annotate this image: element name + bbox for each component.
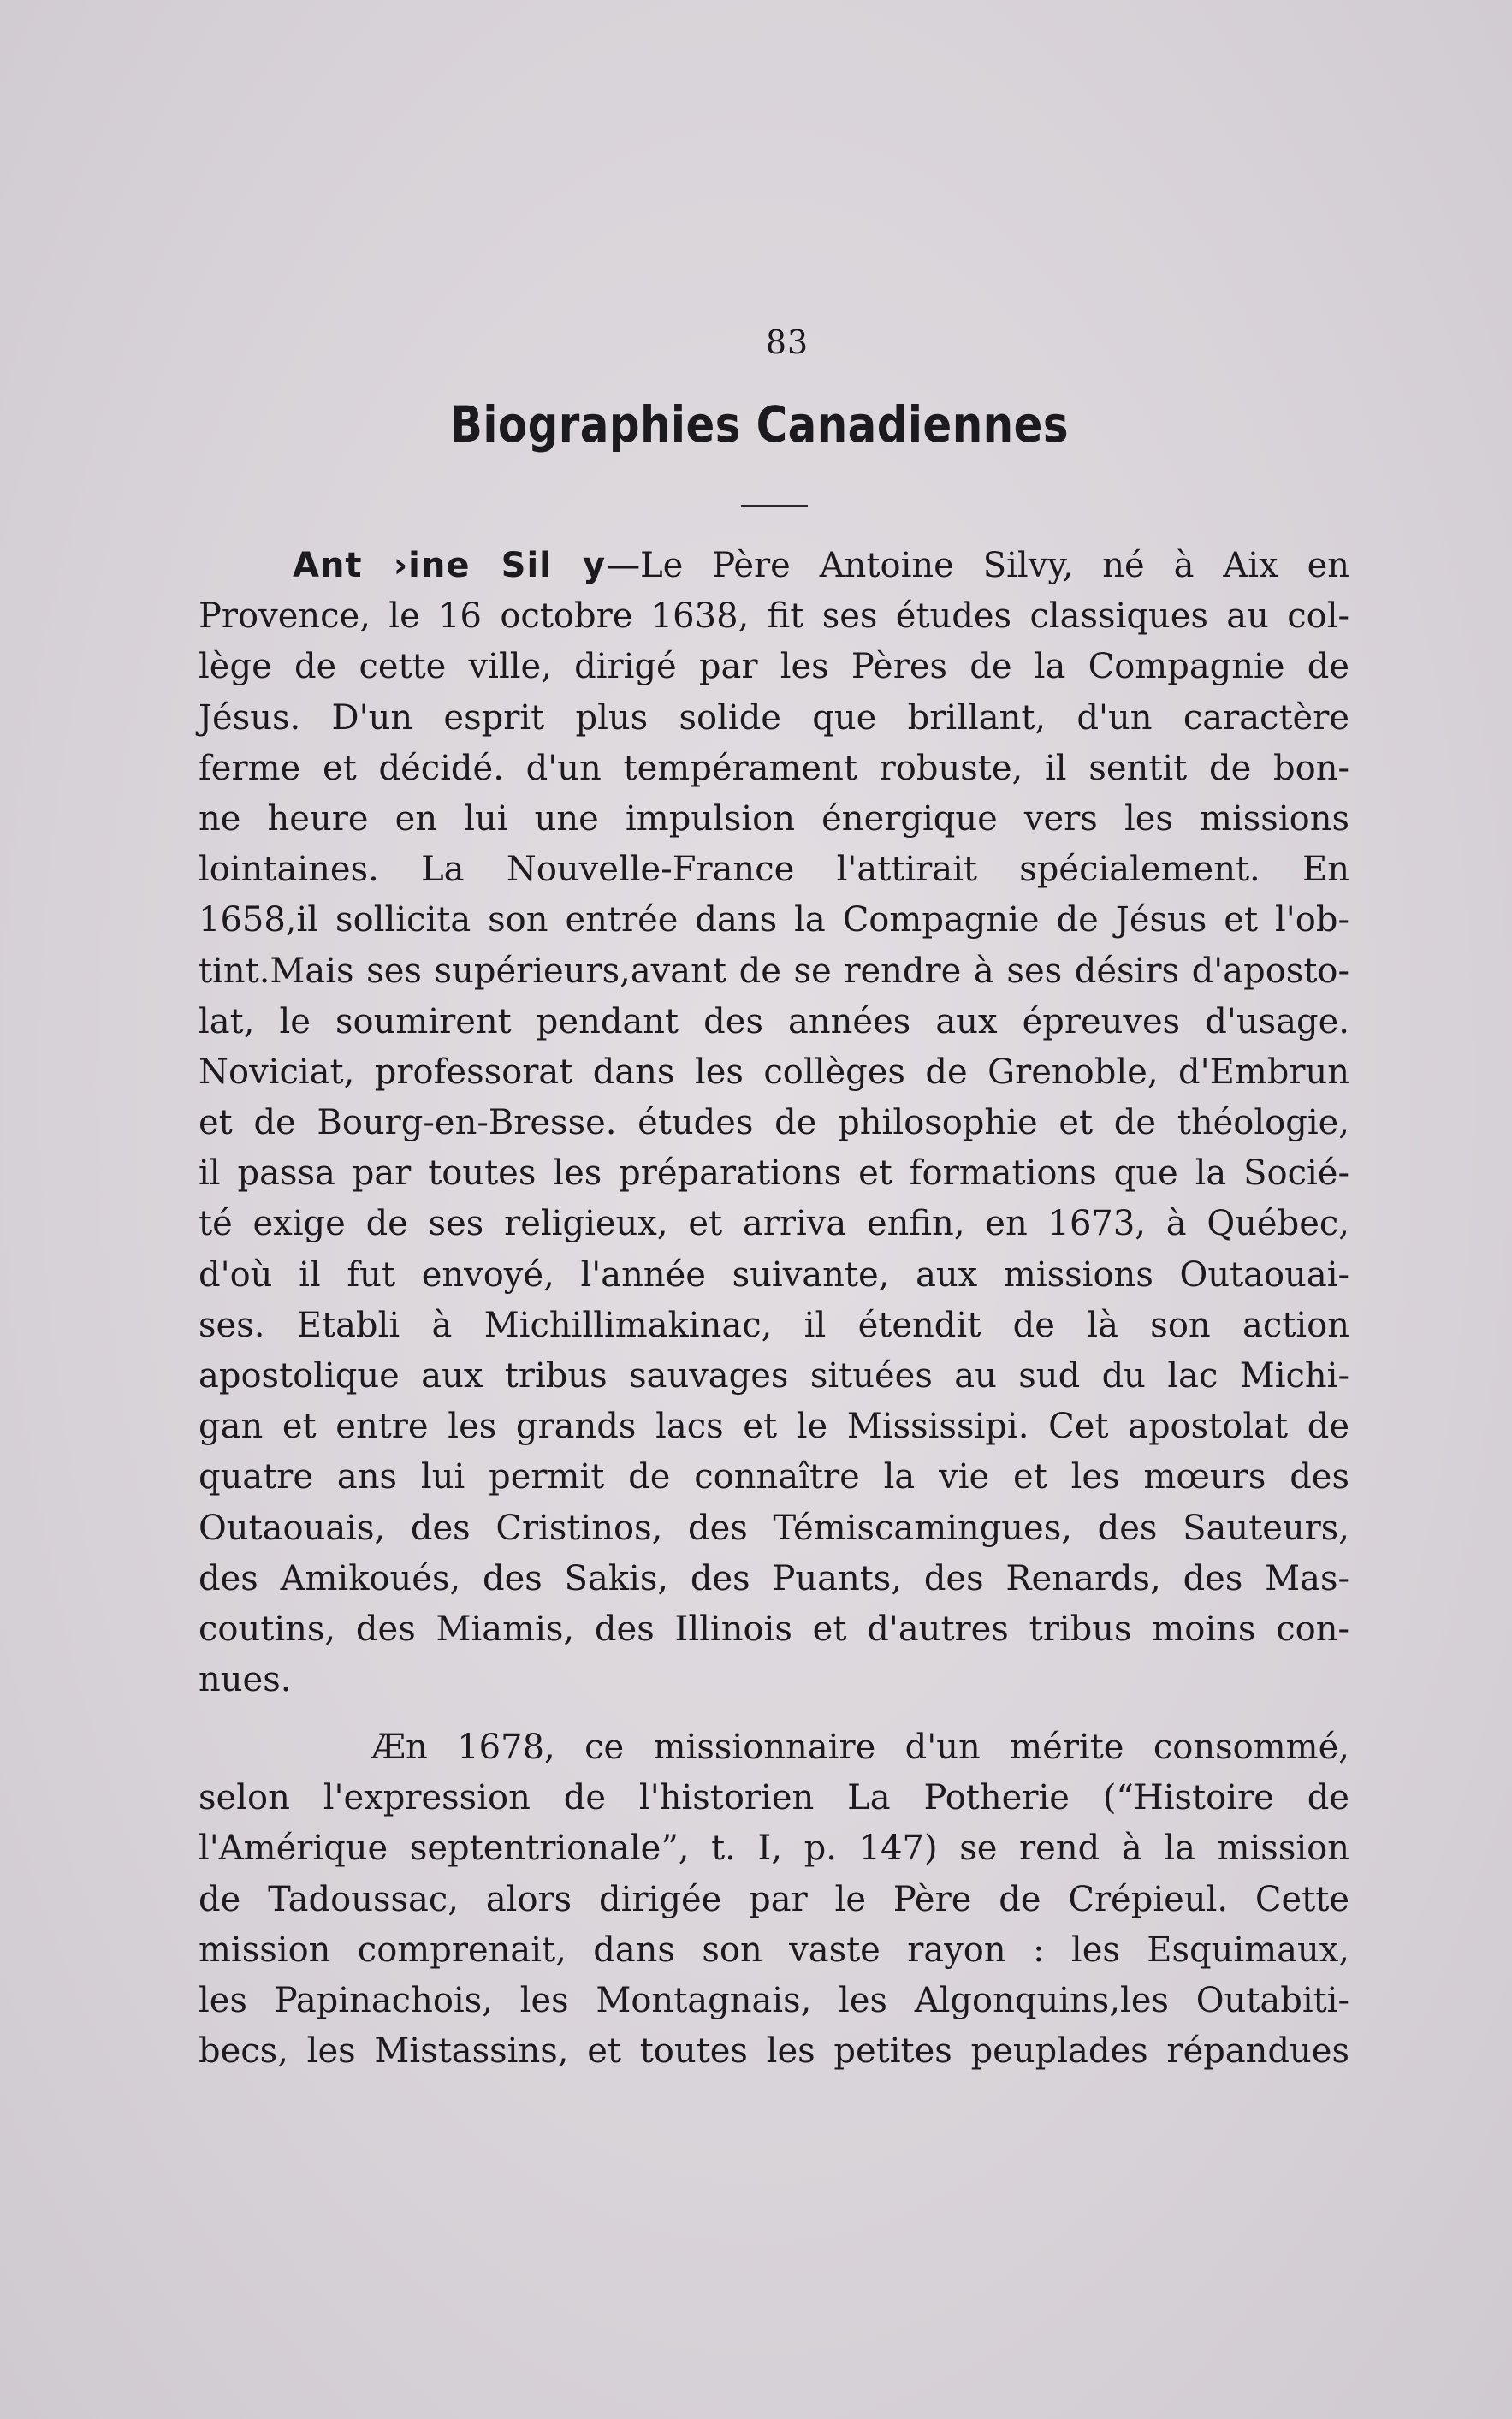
paragraph-line: de Tadoussac, alors dirigée par le Père de Crépieul. Cette [199,1879,1349,1919]
paragraph-line: d'où il fut envoyé, l'année suivante, aux missions Outaouai- [199,1254,1349,1295]
paragraph-line: Noviciat, professorat dans les collèges de Grenoble, d'Embrun [199,1052,1349,1092]
paragraph-line: gan et entre les grands lacs et le Mississipi. Cet apostolat de [199,1407,1349,1447]
paragraph-line: quatre ans lui permit de connaître la vie et les mœurs des [199,1457,1349,1497]
paragraph-2 [199,1722,1349,2077]
paragraph-line: Provence, le 16 octobre 1638, fit ses études classiques au col- [199,596,1349,637]
paragraph-line: selon l'expression de l'historien La Potherie (“Histoire de [199,1778,1349,1818]
paragraph-line: lat, le soumirent pendant des années aux épreuves d'usage. [199,1001,1349,1041]
paragraph-line: becs, les Mistassins, et toutes les petites peuplades répandues [199,2031,1349,2072]
paragraph-line: il passa par toutes les préparations et formations que la Socié- [199,1153,1349,1194]
paragraph-line: tint.Mais ses supérieurs,avant de se rendre à ses désirs d'aposto- [199,951,1349,991]
paragraph-line: l'Amérique septentrionale”, t. I, p. 147) se rend à la mission [199,1829,1349,1869]
paragraph-line: Outaouais, des Cristinos, des Témiscamingues, des Sauteurs, [199,1508,1349,1548]
paragraph-line: coutins, des Miamis, des Illinois et d'autres tribus moins con- [199,1609,1349,1649]
paragraph-line: lège de cette ville, dirigé par les Pères de la Compagnie de [199,647,1349,687]
paragraph-line: ne heure en lui une impulsion énergique vers les missions [199,798,1349,839]
paragraph-line: 1658,il sollicita son entrée dans la Compagnie de Jésus et l'ob- [199,900,1349,940]
paragraph-line: lointaines. La Nouvelle-France l'attirait spécialement. En [199,850,1349,890]
paragraph-1 [199,541,1349,1705]
paragraph-line [199,541,1349,591]
paragraph-line: mission comprenait, dans son vaste rayon : les Esquimaux, [199,1930,1349,1970]
paragraph-line: ferme et décidé. d'un tempérament robuste, il sentit de bon- [199,748,1349,788]
paragraph-line: les Papinachois, les Montagnais, les Algonquins,les Outabiti- [199,1980,1349,2020]
title-divider [741,505,808,507]
paragraph-line: ses. Etabli à Michillimakinac, il étendit de là son action [199,1305,1349,1345]
page-title: Biographies Canadiennes [449,395,1069,454]
paragraph-line-text: —Le Père Antoine Silvy, né à Aix en [606,546,1350,585]
paragraph-line: té exige de ses religieux, et arriva enfin, en 1673, à Québec, [199,1204,1349,1244]
paragraph-line: nues. [199,1660,292,1700]
paragraph-line: apostolique aux tribus sauvages situées au sud du lac Michi- [199,1356,1349,1396]
paragraph-line: des Amikoués, des Sakis, des Puants, des Renards, des Mas- [199,1558,1349,1598]
paragraph-line: Æn 1678, ce missionnaire d'un mérite consommé, [371,1728,1349,1767]
paragraph-line: et de Bourg-en-Bresse. études de philosophie et de théologie, [199,1103,1349,1143]
biography-lead-name: Ant ›ine Sil y [293,546,607,585]
paragraph-line: Jésus. D'un esprit plus solide que brillant, d'un caractère [199,697,1349,738]
page-number: 83 [765,323,809,361]
